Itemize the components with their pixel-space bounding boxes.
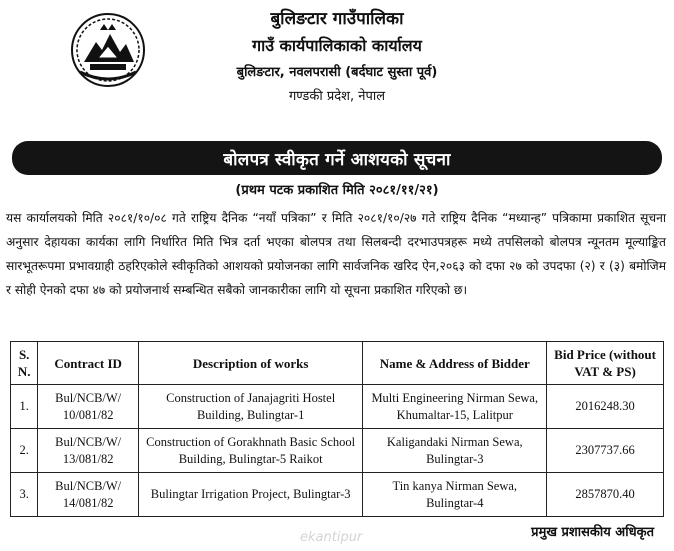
table-row (11, 385, 664, 429)
row-description: Construction of Gorakhnath Basic School Building, Bulingtar-5 Raikot (138, 429, 362, 473)
watermark: ekantipur (300, 530, 363, 545)
header-description: Description of works (138, 342, 362, 385)
row-sn: 2. (11, 429, 38, 473)
notice-title-banner (12, 141, 662, 175)
row-bid-price: 2857870.40 (547, 473, 664, 517)
office-address: बुलिङटार, नवलपरासी (बर्दघाट सुस्ता पूर्व) (236, 65, 438, 80)
table-row (11, 473, 664, 517)
row-bidder: Kaligandaki Nirman Sewa, Bulingtar-3 (363, 429, 547, 473)
row-bid-price: 2307737.66 (547, 429, 664, 473)
row-sn: 1. (11, 385, 38, 429)
publish-date: (प्रथम पटक प्रकाशित मिति २०८१/११/२१) (235, 183, 439, 198)
notice-body: यस कार्यालयको मिति २०८१/१०/०८ गते राष्ट्रिय दैनिक “नयाँ पत्रिका” र मिति २०८१/१०/२७ गते राष्ट्रिय दैनिक “मध्यान्ह” पत्रिकामा प्रकाशित सूचना अनुसार देहायका कार्यका लागि निर्धारित मिति भित्र दर्ता भएका बोलपत्र तथा सिलबन्दी दरभाउपत्रहरू मध्ये तपसिलको बोलपत्र न्यूनतम मूल्याङ्कित सारभूतरूपमा प्रभावग्राही ठहरिएकोले स्वीकृतिको आशयको प्रयोजनका लागि सार्वजनिक खरिद ऐन,२०६३ को दफा २७ को उपदफा (२) र (३) बमोजिम र सोही ऐनको दफा ४७ को प्रयोजनार्थ सम्बन्धित सबैको जानकारीका लागि यो सूचना प्रकाशित गरिएको छ। (6, 211, 666, 297)
row-contract-id: Bul/NCB/W/ 13/081/82 (38, 429, 139, 473)
header-contract-id: Contract ID (38, 342, 139, 385)
province: गण्डकी प्रदेश, नेपाल (288, 89, 386, 104)
header-bidder: Name & Address of Bidder (363, 342, 547, 385)
row-bid-price: 2016248.30 (547, 385, 664, 429)
row-contract-id: Bul/NCB/W/ 14/081/82 (38, 473, 139, 517)
row-bidder: Multi Engineering Nirman Sewa, Khumaltar-15, Lalitpur (363, 385, 547, 429)
row-description: Bulingtar Irrigation Project, Bulingtar-3 (138, 473, 362, 517)
signatory: प्रमुख प्रशासकीय अधिकृत (531, 525, 654, 540)
row-description: Construction of Janajagriti Hostel Building, Bulingtar-1 (138, 385, 362, 429)
municipality-name: बुलिङटार गाउँपालिका (270, 9, 404, 29)
header-bid-price: Bid Price (without VAT & PS) (547, 342, 664, 385)
header-sn: S. N. (11, 342, 38, 385)
notice-title: बोलपत्र स्वीकृत गर्ने आशयको सूचना (223, 149, 451, 170)
row-bidder: Tin kanya Nirman Sewa, Bulingtar-4 (363, 473, 547, 517)
table-row (11, 429, 664, 473)
office-name: गाउँ कार्यपालिकाको कार्यालय (252, 36, 422, 55)
row-sn: 3. (11, 473, 38, 517)
table-header-row (11, 342, 664, 385)
bid-table (10, 341, 664, 517)
row-contract-id: Bul/NCB/W/ 10/081/82 (38, 385, 139, 429)
